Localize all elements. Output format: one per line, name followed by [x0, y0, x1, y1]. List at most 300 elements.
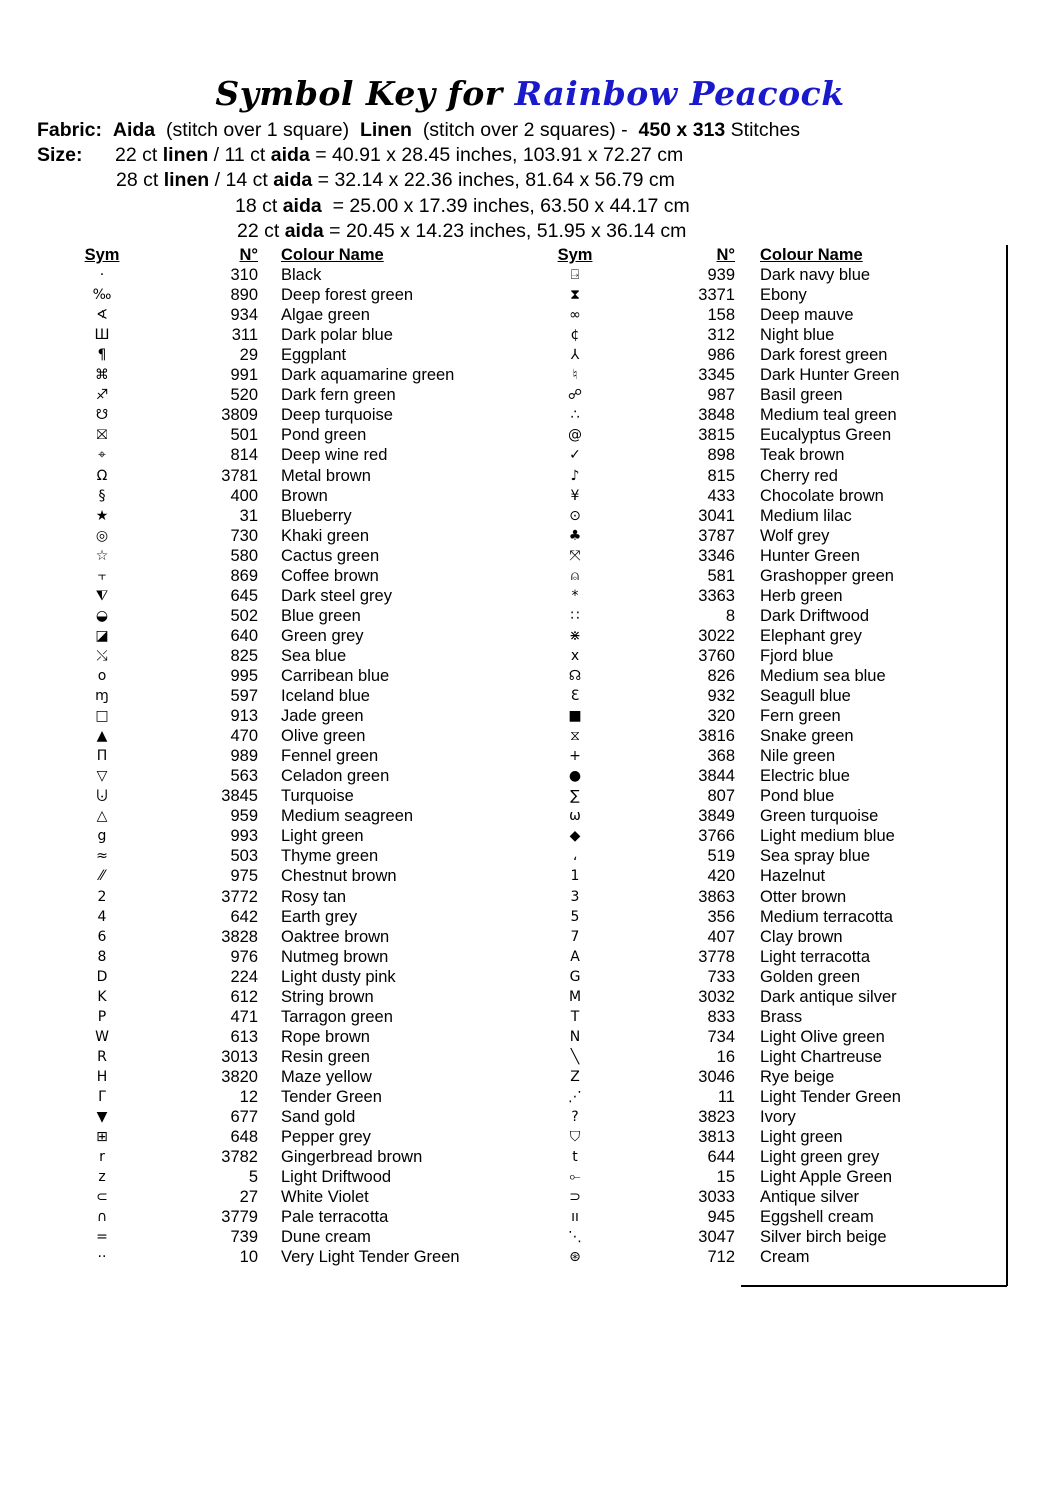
- thread-number: 3813: [698, 1128, 735, 1147]
- table-row: [0, 1087, 1000, 1107]
- table-row: [0, 927, 1000, 947]
- symbol-icon: ⊂: [96, 1189, 108, 1206]
- thread-number: 3032: [698, 987, 735, 1006]
- symbol-icon: Ш: [94, 327, 110, 344]
- colour-name: Snake green: [760, 727, 854, 746]
- colour-name: Clay brown: [760, 927, 843, 946]
- thread-number: 987: [707, 386, 735, 405]
- symbol-icon: ∞: [569, 307, 581, 324]
- thread-number: 3815: [698, 426, 735, 445]
- symbol-icon: ⧖: [570, 728, 580, 745]
- symbol-icon: Ɛ: [570, 688, 580, 705]
- table-row: [0, 1147, 1000, 1167]
- symbol-icon: r: [99, 1149, 105, 1166]
- thread-number: 3823: [698, 1108, 735, 1127]
- size-dimensions: = 40.91 x 28.45 inches, 103.91 x 72.27 cm: [315, 144, 684, 166]
- thread-number: 3782: [221, 1148, 258, 1167]
- size-text: 22 ct: [115, 144, 158, 166]
- colour-name: Nile green: [760, 747, 836, 766]
- colour-name: Wolf grey: [760, 526, 830, 545]
- symbol-icon: ▲: [96, 728, 108, 745]
- size-text: 18 ct: [235, 195, 278, 217]
- symbol-icon: @: [568, 427, 582, 444]
- thread-number: 31: [239, 506, 258, 525]
- table-row: [0, 1167, 1000, 1187]
- colour-name: Medium lilac: [760, 506, 852, 525]
- colour-name: Blue green: [281, 606, 361, 625]
- colour-name: Olive green: [281, 727, 366, 746]
- symbol-icon: =: [96, 1229, 108, 1246]
- table-row: [0, 846, 1000, 866]
- colour-name: Night blue: [760, 326, 835, 345]
- thread-number: 3844: [698, 767, 735, 786]
- symbol-icon: ⊛: [569, 1249, 581, 1266]
- thread-number: 613: [230, 1027, 258, 1046]
- colour-name: Rope brown: [281, 1027, 370, 1046]
- thread-number: 471: [230, 1007, 258, 1026]
- table-row: [0, 646, 1000, 666]
- fabric-label: Fabric:: [37, 119, 103, 141]
- size-fabric: aida: [282, 195, 322, 217]
- colour-name: Light medium blue: [760, 827, 895, 846]
- table-row: [0, 1107, 1000, 1127]
- symbol-icon: ■: [568, 708, 582, 725]
- colour-name: Ivory: [760, 1108, 796, 1127]
- thread-number: 644: [707, 1148, 735, 1167]
- fabric-aida: Aida: [112, 119, 156, 141]
- thread-number: 975: [230, 867, 258, 886]
- symbol-icon: x: [570, 647, 580, 664]
- symbol-icon: ⊙: [569, 507, 581, 524]
- colour-name: Nutmeg brown: [281, 947, 389, 966]
- size-fabric: aida: [270, 144, 310, 166]
- colour-name: Cherry red: [760, 466, 838, 485]
- table-border-bottom: [741, 1285, 1007, 1287]
- symbol-icon: ∩: [96, 1209, 108, 1226]
- symbol-icon: 7: [570, 928, 580, 945]
- thread-number: 29: [239, 346, 258, 365]
- thread-number: 5: [248, 1168, 258, 1187]
- thread-number: 932: [707, 687, 735, 706]
- table-row: [0, 506, 1000, 526]
- table-row: [0, 786, 1000, 806]
- thread-number: 642: [230, 907, 258, 926]
- table-row: [0, 445, 1000, 465]
- table-row: [0, 726, 1000, 746]
- colour-name: Ebony: [760, 286, 807, 305]
- symbol-icon: ⌘: [95, 367, 109, 384]
- colour-name: Light green: [281, 827, 364, 846]
- table-row: [0, 365, 1000, 385]
- symbol-icon: 3: [570, 888, 580, 905]
- thread-number: 993: [230, 827, 258, 846]
- colour-name: Dark navy blue: [760, 266, 871, 285]
- thread-number: 712: [707, 1248, 735, 1267]
- symbol-icon: ☆: [95, 547, 109, 564]
- symbol-icon: G: [569, 968, 581, 985]
- thread-number: 826: [707, 666, 735, 685]
- table-row: [0, 1067, 1000, 1087]
- symbol-icon: ⛉: [569, 1129, 581, 1146]
- table-row: [0, 586, 1000, 606]
- colour-name: Silver birch beige: [760, 1228, 887, 1247]
- size-line-2: [116, 168, 675, 193]
- symbol-icon: ●: [568, 768, 582, 785]
- thread-number: 27: [239, 1188, 258, 1207]
- header-sym: Sym: [84, 246, 120, 264]
- thread-number: 986: [707, 346, 735, 365]
- symbol-icon: ☊: [568, 667, 582, 684]
- symbol-icon: 5: [570, 908, 580, 925]
- symbol-icon: 8: [97, 948, 107, 965]
- symbol-icon: Ω: [96, 467, 108, 484]
- table-row: [0, 566, 1000, 586]
- symbol-icon: ♣: [568, 527, 582, 544]
- symbol-icon: ∢: [96, 307, 108, 324]
- symbol-icon: ،: [572, 848, 578, 865]
- thread-number: 739: [230, 1228, 258, 1247]
- colour-name: Teak brown: [760, 446, 845, 465]
- thread-number: 733: [707, 967, 735, 986]
- symbol-icon: ⊃: [569, 1189, 581, 1206]
- symbol-icon: ★: [95, 507, 109, 524]
- thread-number: 3371: [698, 286, 735, 305]
- fabric-line: [37, 118, 800, 143]
- colour-name: Maze yellow: [281, 1067, 372, 1086]
- table-row: [0, 305, 1000, 325]
- colour-name: Black: [281, 266, 322, 285]
- colour-name: String brown: [281, 987, 374, 1006]
- thread-number: 3363: [698, 586, 735, 605]
- symbol-icon: ∴: [570, 407, 580, 424]
- size-text: / 11 ct: [213, 144, 266, 166]
- symbol-icon: Π: [96, 748, 108, 765]
- thread-number: 368: [707, 747, 735, 766]
- colour-name: Chestnut brown: [281, 867, 397, 886]
- colour-name: Hunter Green: [760, 546, 860, 565]
- symbol-icon: D: [96, 968, 108, 985]
- header-num: N°: [239, 246, 258, 264]
- colour-name: Dark Driftwood: [760, 606, 870, 625]
- colour-name: Turquoise: [281, 787, 354, 806]
- thread-number: 470: [230, 727, 258, 746]
- colour-name: Basil green: [760, 386, 843, 405]
- colour-name: Sand gold: [281, 1108, 356, 1127]
- thread-number: 3849: [698, 807, 735, 826]
- colour-name: Celadon green: [281, 767, 390, 786]
- symbol-icon: §: [98, 487, 106, 504]
- thread-number: 976: [230, 947, 258, 966]
- thread-number: 158: [707, 306, 735, 325]
- colour-name: Rosy tan: [281, 887, 347, 906]
- colour-name: Brown: [281, 486, 328, 505]
- thread-number: 519: [707, 847, 735, 866]
- table-row: [0, 265, 1000, 285]
- colour-name: Dark steel grey: [281, 586, 392, 605]
- table-row: [0, 606, 1000, 626]
- table-row: [0, 666, 1000, 686]
- symbol-icon: ¢: [570, 327, 580, 344]
- symbol-icon: ∑: [570, 788, 580, 805]
- symbol-icon: ◎: [95, 527, 109, 544]
- symbol-icon: ɱ: [95, 688, 109, 705]
- size-dimensions: = 32.14 x 22.36 inches, 81.64 x 56.79 cm: [317, 169, 675, 191]
- colour-name: Oaktree brown: [281, 927, 390, 946]
- size-fabric: aida: [284, 220, 324, 242]
- thread-number: 3820: [221, 1067, 258, 1086]
- thread-number: 3828: [221, 927, 258, 946]
- thread-number: 311: [231, 326, 258, 345]
- symbol-icon: P: [97, 1008, 107, 1025]
- symbol-icon: T: [570, 1008, 580, 1025]
- table-row: [0, 806, 1000, 826]
- table-row: [0, 345, 1000, 365]
- thread-number: 320: [707, 707, 735, 726]
- thread-number: 640: [230, 626, 258, 645]
- thread-number: 8: [725, 606, 735, 625]
- colour-name: Iceland blue: [281, 687, 370, 706]
- table-row: [0, 907, 1000, 927]
- thread-number: 3816: [698, 727, 735, 746]
- colour-name: Resin green: [281, 1047, 370, 1066]
- symbol-icon: ⛝: [96, 427, 108, 444]
- thread-number: 12: [239, 1087, 258, 1106]
- symbol-table-right: [0, 245, 1000, 1267]
- symbol-icon: ω: [569, 808, 581, 825]
- colour-name: Dark fern green: [281, 386, 396, 405]
- symbol-icon: *: [571, 587, 579, 604]
- colour-name: Dark polar blue: [281, 326, 393, 345]
- thread-number: 3779: [221, 1208, 258, 1227]
- symbol-icon: ⋱: [568, 1229, 582, 1246]
- colour-name: Green turquoise: [760, 807, 879, 826]
- colour-name: Earth grey: [281, 907, 358, 926]
- size-fabric: aida: [273, 169, 313, 191]
- colour-name: Medium sea blue: [760, 666, 886, 685]
- thread-number: 312: [707, 326, 735, 345]
- symbol-icon: N: [569, 1028, 581, 1045]
- table-row: [0, 285, 1000, 305]
- colour-name: Antique silver: [760, 1188, 860, 1207]
- symbol-icon: ◆: [569, 828, 581, 845]
- table-row: [0, 1127, 1000, 1147]
- size-label: Size:: [37, 144, 83, 166]
- thread-number: 959: [230, 807, 258, 826]
- colour-name: Gingerbread brown: [281, 1148, 423, 1167]
- thread-number: 815: [707, 466, 735, 485]
- size-line-4: [237, 219, 686, 244]
- thread-number: 3047: [698, 1228, 735, 1247]
- symbol-icon: ıı: [571, 1209, 579, 1226]
- symbol-icon: 4: [97, 908, 107, 925]
- colour-name: Medium terracotta: [760, 907, 893, 926]
- symbol-icon: □: [95, 708, 109, 725]
- symbol-icon: ✓: [569, 447, 581, 464]
- symbol-icon: ⟜: [569, 1169, 581, 1186]
- header-name: Colour Name: [760, 246, 863, 264]
- symbol-icon: Z: [570, 1068, 580, 1085]
- table-row: [0, 686, 1000, 706]
- colour-name: Deep mauve: [760, 306, 854, 325]
- symbol-icon: ♪: [570, 467, 580, 484]
- thread-number: 3345: [698, 366, 735, 385]
- thread-number: 648: [230, 1128, 258, 1147]
- pattern-name: Rainbow Peacock: [514, 74, 845, 113]
- colour-name: Light Chartreuse: [760, 1047, 882, 1066]
- thread-number: 995: [230, 666, 258, 685]
- colour-name: Grashopper green: [760, 566, 894, 585]
- thread-number: 310: [230, 266, 258, 285]
- table-row: [0, 425, 1000, 445]
- table-row: [0, 325, 1000, 345]
- thread-number: 16: [716, 1047, 735, 1066]
- symbol-icon: ▽: [96, 768, 108, 785]
- table-row: [0, 706, 1000, 726]
- size-line-3: [235, 194, 690, 219]
- table-row: [0, 987, 1000, 1007]
- colour-name: Dune cream: [281, 1228, 371, 1247]
- thread-number: 3845: [221, 787, 258, 806]
- symbol-icon: ◒: [95, 607, 109, 624]
- symbol-icon: ♐: [95, 387, 109, 404]
- table-row: [0, 967, 1000, 987]
- colour-name: Pale terracotta: [281, 1208, 389, 1227]
- table-row: [0, 546, 1000, 566]
- symbol-icon: ⊞: [96, 1129, 108, 1146]
- colour-name: Light Olive green: [760, 1027, 885, 1046]
- colour-name: Dark Hunter Green: [760, 366, 900, 385]
- colour-name: Dark forest green: [760, 346, 888, 365]
- thread-number: 15: [716, 1168, 735, 1187]
- symbol-icon: ⍈: [570, 267, 580, 284]
- thread-number: 3046: [698, 1067, 735, 1086]
- colour-name: Algae green: [281, 306, 370, 325]
- table-row: [0, 1047, 1000, 1067]
- thread-number: 501: [230, 426, 258, 445]
- colour-name: Light Tender Green: [760, 1087, 901, 1106]
- colour-name: Pepper grey: [281, 1128, 371, 1147]
- table-header: [0, 245, 1000, 265]
- thread-number: 502: [230, 606, 258, 625]
- colour-name: Pond blue: [760, 787, 835, 806]
- symbol-icon: ¥: [570, 487, 580, 504]
- symbol-icon: ⤯: [96, 647, 108, 664]
- symbol-icon: ☋: [95, 407, 109, 424]
- colour-name: Light green: [760, 1128, 843, 1147]
- thread-number: 945: [707, 1208, 735, 1227]
- table-row: [0, 1187, 1000, 1207]
- thread-number: 3781: [221, 466, 258, 485]
- colour-name: Light terracotta: [760, 947, 871, 966]
- thread-number: 3033: [698, 1188, 735, 1207]
- thread-number: 3041: [698, 506, 735, 525]
- thread-number: 3848: [698, 406, 735, 425]
- table-row: [0, 1247, 1000, 1267]
- colour-name: Pond green: [281, 426, 367, 445]
- symbol-icon: K: [97, 988, 107, 1005]
- symbol-icon: ⋰: [568, 1088, 582, 1105]
- colour-name: Jade green: [281, 707, 364, 726]
- thread-number: 869: [230, 566, 258, 585]
- thread-number: 612: [230, 987, 258, 1006]
- size-dimensions: = 25.00 x 17.39 inches, 63.50 x 44.17 cm: [327, 195, 690, 217]
- fabric-aida-note: (stitch over 1 square): [165, 119, 350, 141]
- header-sym: Sym: [557, 246, 593, 264]
- colour-name: Eggplant: [281, 346, 347, 365]
- thread-number: 645: [230, 586, 258, 605]
- colour-name: Carribean blue: [281, 666, 390, 685]
- table-row: [0, 947, 1000, 967]
- colour-name: Hazelnut: [760, 867, 826, 886]
- table-row: [0, 1007, 1000, 1027]
- symbol-icon: ?: [571, 1109, 579, 1126]
- symbol-icon: ♮: [572, 367, 578, 384]
- thread-number: 10: [239, 1248, 258, 1267]
- colour-name: Fern green: [760, 707, 841, 726]
- thread-number: 807: [707, 787, 735, 806]
- symbol-icon: ⫟: [97, 567, 107, 584]
- symbol-icon: ╲: [570, 1048, 580, 1065]
- colour-name: Deep forest green: [281, 286, 414, 305]
- thread-number: 433: [707, 486, 735, 505]
- thread-number: 3778: [698, 947, 735, 966]
- thread-number: 400: [230, 486, 258, 505]
- symbol-icon: o: [97, 667, 107, 684]
- colour-name: Deep turquoise: [281, 406, 393, 425]
- colour-name: Elephant grey: [760, 626, 862, 645]
- thread-number: 407: [707, 927, 735, 946]
- symbol-icon: H: [96, 1068, 108, 1085]
- colour-name: Cactus green: [281, 546, 380, 565]
- symbol-icon: ¶: [97, 347, 107, 364]
- symbol-icon: M: [568, 988, 582, 1005]
- symbol-icon: W: [95, 1028, 109, 1045]
- colour-name: Medium teal green: [760, 406, 897, 425]
- colour-name: Cream: [760, 1248, 810, 1267]
- table-row: [0, 1027, 1000, 1047]
- table-row: [0, 766, 1000, 786]
- symbol-icon: ⅄: [570, 347, 580, 364]
- stitch-count: 450 x 313: [638, 119, 726, 141]
- thread-number: 3022: [698, 626, 735, 645]
- table-row: [0, 1207, 1000, 1227]
- symbol-icon: △: [96, 808, 108, 825]
- page-title: [0, 74, 1060, 113]
- thread-number: 3772: [221, 887, 258, 906]
- symbol-icon: 6: [97, 928, 107, 945]
- colour-name: Light green grey: [760, 1148, 880, 1167]
- colour-name: Coffee brown: [281, 566, 379, 585]
- colour-name: Dark aquamarine green: [281, 366, 455, 385]
- title-prefix: Symbol Key for: [215, 74, 503, 113]
- symbol-icon: ⋇: [569, 627, 581, 644]
- colour-name: Chocolate brown: [760, 486, 884, 505]
- symbol-icon: A: [570, 948, 580, 965]
- thread-number: 934: [230, 306, 258, 325]
- table-row: [0, 626, 1000, 646]
- colour-name: Tarragon green: [281, 1007, 393, 1026]
- thread-number: 989: [230, 747, 258, 766]
- size-dimensions: = 20.45 x 14.23 inches, 51.95 x 36.14 cm: [329, 220, 687, 242]
- thread-number: 581: [707, 566, 735, 585]
- size-text: 28 ct: [116, 169, 159, 191]
- thread-number: 420: [707, 867, 735, 886]
- colour-name: Light Driftwood: [281, 1168, 392, 1187]
- thread-number: 730: [230, 526, 258, 545]
- colour-name: Otter brown: [760, 887, 847, 906]
- colour-name: Golden green: [760, 967, 860, 986]
- symbol-icon: ··: [97, 1249, 107, 1266]
